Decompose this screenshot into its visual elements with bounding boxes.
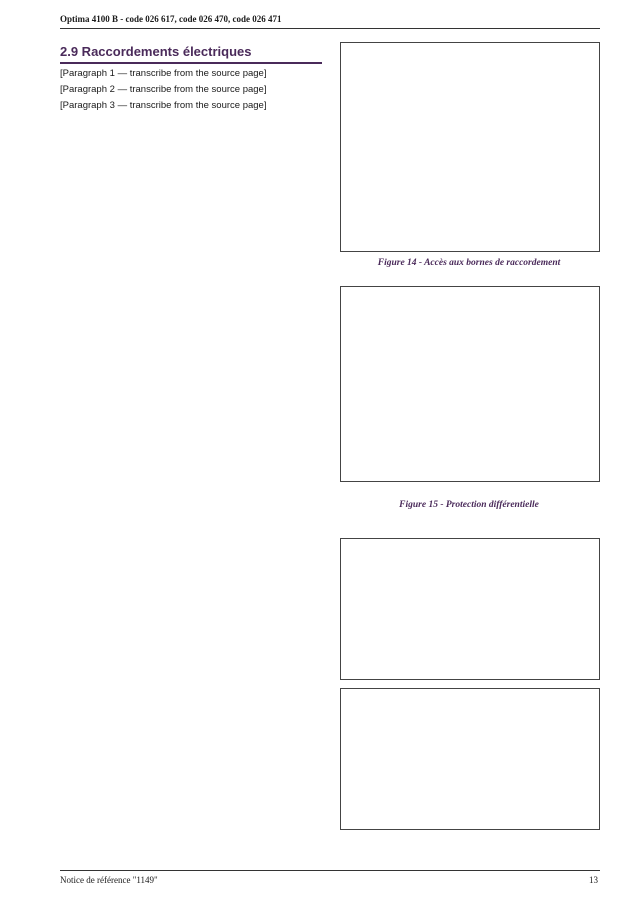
figure-14-caption: Figure 14 - Accès aux bornes de raccordement xyxy=(377,258,561,268)
figure-15-caption: Figure 15 - Protection différentielle xyxy=(399,500,539,510)
figure-connector-upper xyxy=(340,538,600,680)
section-rule xyxy=(60,62,322,64)
body-paragraph: [Paragraph 1 — transcribe from the source page] xyxy=(60,68,267,79)
figure-15-box xyxy=(340,286,600,482)
footer-text: Notice de référence "1149" xyxy=(60,875,158,885)
header-rule xyxy=(60,28,600,29)
figure-14-box xyxy=(340,42,600,252)
section-title: 2.9 Raccordements électriques xyxy=(60,44,252,59)
figure-connector-lower xyxy=(340,688,600,830)
footer-rule xyxy=(60,870,600,871)
page-header: Optima 4100 B - code 026 617, code 026 470, code 026 471 xyxy=(60,14,282,24)
body-column xyxy=(60,68,325,116)
page-number: 13 xyxy=(589,875,598,885)
body-paragraph: [Paragraph 3 — transcribe from the source page] xyxy=(60,100,267,111)
body-paragraph: [Paragraph 2 — transcribe from the source page] xyxy=(60,84,267,95)
